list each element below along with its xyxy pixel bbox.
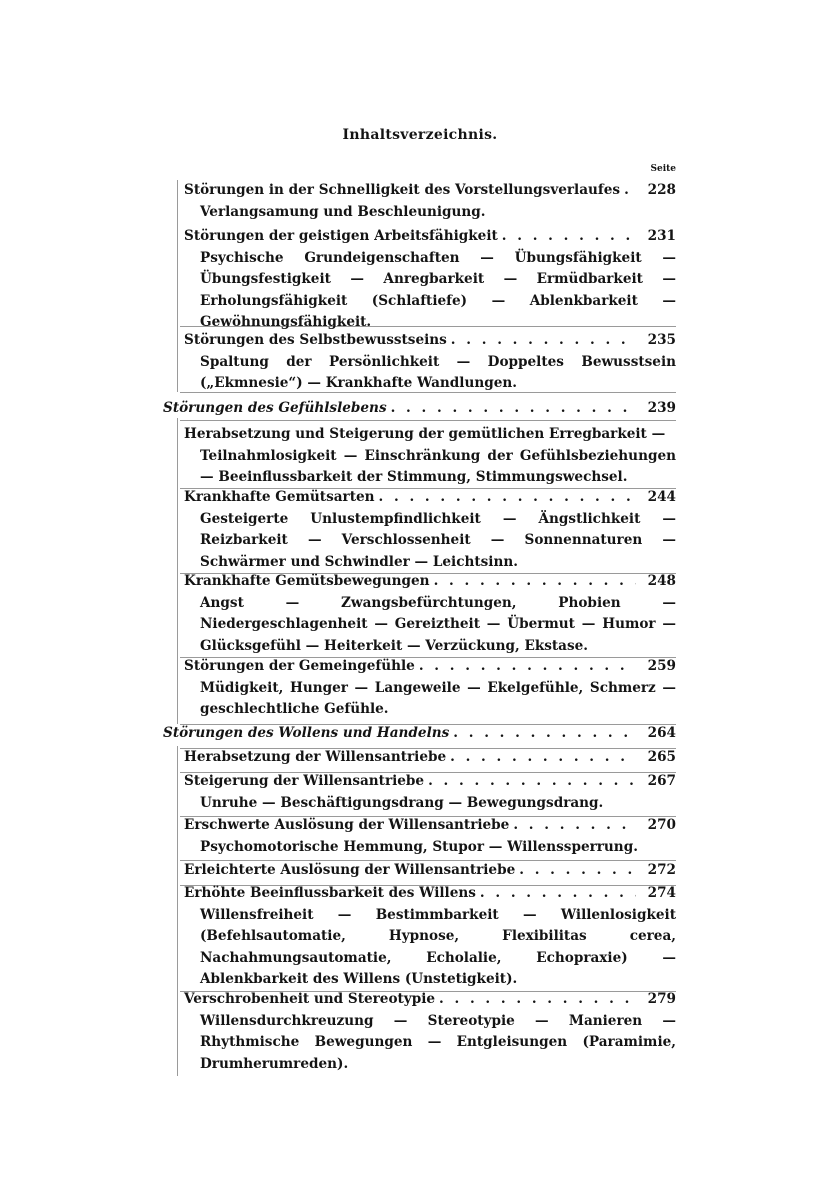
toc-entry-title: Herabsetzung und Steigerung der gemütlichen Erregbarkeit — [184, 426, 666, 442]
toc-entry [184, 747, 676, 769]
toc-entry-title: Erhöhte Beeinflussbarkeit des Willens [184, 885, 476, 901]
toc-entry-title: Krankhafte Gemütsarten [184, 489, 375, 505]
toc-entry-title: Herabsetzung der Willensantriebe [184, 749, 447, 765]
toc-entry-title: Krankhafte Gemütsbewegungen [184, 573, 430, 589]
toc-entry-page: 267 [647, 773, 676, 789]
toc-entry [184, 771, 676, 814]
toc-section [163, 398, 676, 420]
toc-section [163, 723, 676, 745]
toc-entry-subtopics: Willensfreiheit — Bestimmbarkeit — Willenlosigkeit (Befehlsautomatie, Hypnose, Flexibilitas cerea, Nachahmungsautomatie, Echolalie, Echopraxie) — Ablenkbarkeit des Willens (Unstetigkeit). [200, 906, 676, 988]
page-title: Inhaltsverzeichnis. [342, 127, 498, 143]
toc-entry-title: Erleichterte Auslösung der Willensantriebe [184, 862, 516, 878]
toc-entry-page: 279 [647, 991, 676, 1007]
toc-entry-subtopics: Psychische Grundeigenschaften — Übungsfähigkeit — Übungsfestigkeit — Anregbarkeit — Ermüdbarkeit — Erholungsfähigkeit (Schlaftiefe) — Ablenkbarkeit — Gewöhnungsfähigkeit. [200, 249, 676, 331]
entry-divider [180, 420, 676, 421]
toc-section-page: 264 [647, 725, 676, 741]
section-rule [177, 180, 178, 392]
toc-entry [184, 487, 676, 573]
toc-entry-page: 231 [647, 228, 676, 244]
toc-entry-page: 244 [647, 489, 676, 505]
toc-entry-title: Verschrobenheit und Stereotypie [184, 991, 436, 1007]
toc-entry-page: 265 [647, 749, 676, 765]
toc-entry [184, 656, 676, 721]
toc-entry-title: Störungen in der Schnelligkeit des Vorstellungsverlaufes [184, 182, 621, 198]
toc-entry [184, 883, 676, 991]
toc-section-page: 239 [647, 400, 676, 416]
toc-section-title: Störungen des Wollens und Handelns [163, 725, 450, 741]
toc-entry-subtopics: Verlangsamung und Beschleunigung. [200, 203, 486, 220]
toc-entry [184, 860, 676, 882]
toc-entry [184, 424, 676, 489]
toc-entry-title: Erschwerte Auslösung der Willensantriebe [184, 817, 510, 833]
toc-entry-subtopics: Angst — Zwangsbefürchtungen, Phobien — Niedergeschlagenheit — Gereiztheit — Übermut — Humor — Glücksgefühl — Heiterkeit — Verzückung, Ekstase. [200, 594, 676, 654]
seite-label: Seite [650, 164, 676, 174]
toc-entry-page: 248 [647, 573, 676, 589]
toc-entry-page: 228 [647, 182, 676, 198]
toc-entry-page: 235 [647, 332, 676, 348]
toc-entry-title: Störungen der Gemeingefühle [184, 658, 415, 674]
toc-entry-title: Störungen des Selbstbewusstseins [184, 332, 447, 348]
toc-entry-title: Steigerung der Willensantriebe [184, 773, 425, 789]
toc-entry [184, 226, 676, 334]
toc-entry-page: 270 [647, 817, 676, 833]
toc-entry-page: 259 [647, 658, 676, 674]
toc-entry-title: Störungen der geistigen Arbeitsfähigkeit [184, 228, 498, 244]
section-rule [177, 746, 178, 1076]
section-rule [177, 418, 178, 724]
toc-entry-subtopics: Willensdurchkreuzung — Stereotypie — Manieren — Rhythmische Bewegungen — Entgleisungen (Paramimie, Drumherumreden). [200, 1012, 676, 1072]
toc-entry [184, 815, 676, 858]
toc-entry-subtopics: Gesteigerte Unlustempfindlichkeit — Ängstlichkeit — Reizbarkeit — Verschlossenheit — Sonnennaturen — Schwärmer und Schwindler — Leichtsinn. [200, 510, 676, 570]
toc-entry [184, 571, 676, 657]
toc-entry [184, 180, 676, 223]
toc-entry [184, 989, 676, 1075]
toc-entry-subtopics: Teilnahmlosigkeit — Einschränkung der Gefühlsbeziehungen — Beeinflussbarkeit der Stimmung, Stimmungswechsel. [200, 447, 676, 486]
toc-entry-page: 274 [647, 885, 676, 901]
toc-entry-subtopics: Spaltung der Persönlichkeit — Doppeltes Bewusstsein („Ekmnesie“) — Krankhafte Wandlungen. [200, 353, 676, 392]
toc-entry [184, 330, 676, 395]
toc-section-title: Störungen des Gefühlslebens [163, 400, 387, 416]
toc-entry-subtopics: Unruhe — Beschäftigungsdrang — Bewegungsdrang. [200, 794, 604, 811]
toc-entry-subtopics: Psychomotorische Hemmung, Stupor — Willenssperrung. [200, 838, 638, 855]
toc-entry-page: 272 [647, 862, 676, 878]
toc-entry-subtopics: Müdigkeit, Hunger — Langeweile — Ekelgefühle, Schmerz — geschlechtliche Gefühle. [200, 679, 676, 718]
